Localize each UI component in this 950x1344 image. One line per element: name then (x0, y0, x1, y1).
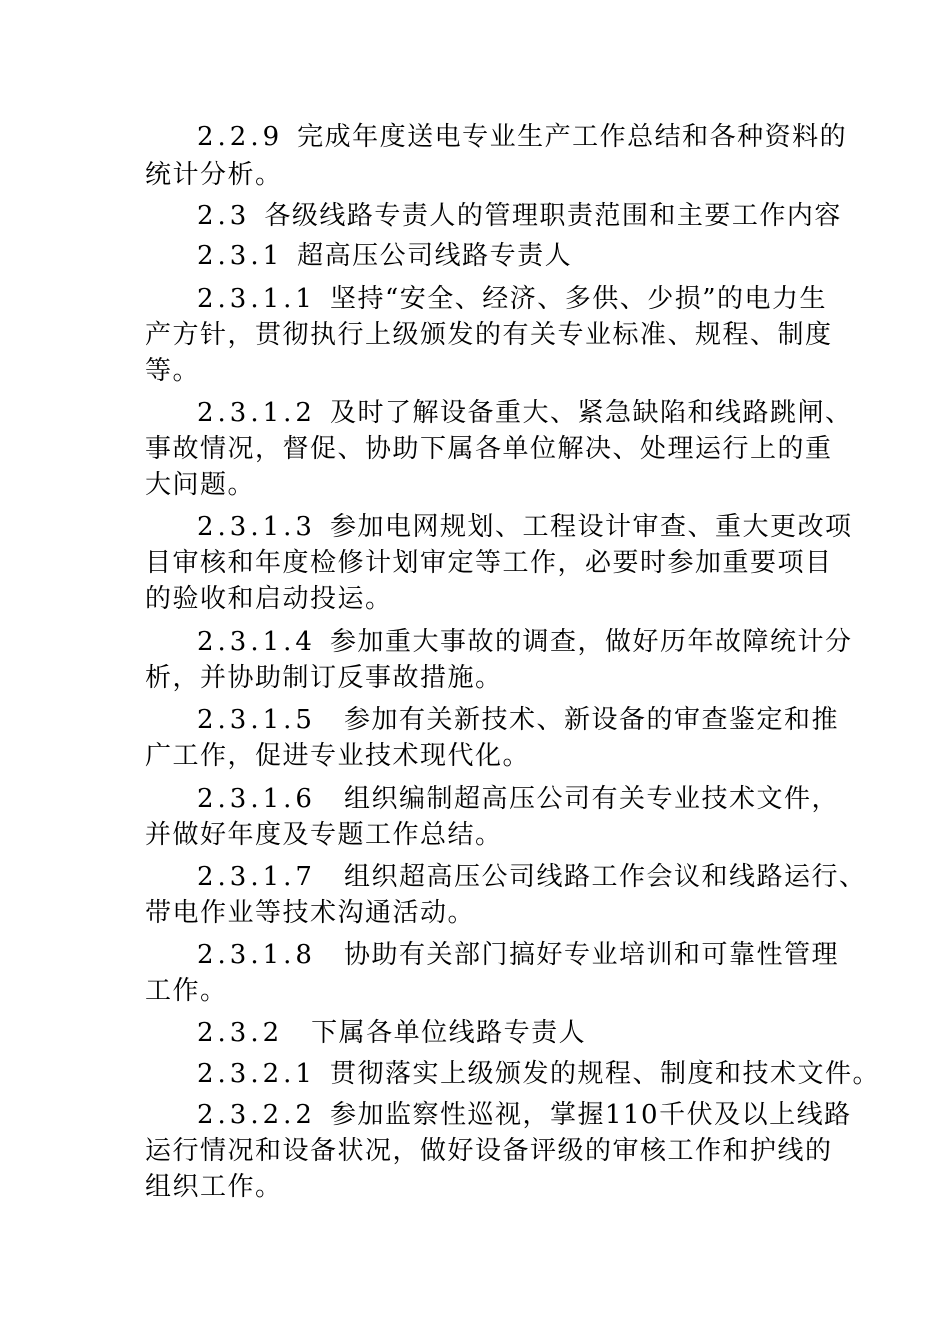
subsection-heading-2-3-1 (197, 239, 572, 273)
clause-text: 广工作，促进专业技术现代化。 (145, 741, 531, 771)
paragraph-2-2-9 (197, 120, 847, 154)
paragraph-2-3-1-7 (197, 860, 866, 894)
clause-text: 协助有关部门搞好专业培训和可靠性管理 (343, 940, 839, 970)
clause-text: 坚持“安全、经济、多供、少损”的电力生 (329, 284, 828, 314)
paragraph-continuation (145, 354, 200, 388)
paragraph-2-3-1-5 (197, 703, 839, 737)
clause-number: 2.3.1.6 (197, 784, 316, 814)
clause-text: 参加监察性巡视，掌握110千伏及以上线路 (329, 1100, 852, 1130)
clause-number: 2.3.2.1 (197, 1059, 316, 1089)
paragraph-2-3-1-4 (197, 625, 852, 659)
clause-text: 组织工作。 (145, 1172, 283, 1202)
clause-number: 2.3.1.1 (197, 284, 316, 314)
paragraph-continuation (145, 432, 833, 466)
clause-text: 并做好年度及专题工作总结。 (145, 820, 503, 850)
paragraph-2-3-1-6 (197, 782, 839, 816)
paragraph-2-3-2-1 (197, 1057, 880, 1091)
paragraph-continuation (145, 818, 503, 852)
paragraph-continuation (145, 318, 833, 352)
paragraph-continuation (145, 896, 475, 930)
paragraph-2-3-1-3 (197, 510, 852, 544)
subsection-title: 下属各单位线路专责人 (311, 1018, 587, 1048)
clause-number: 2.3 (197, 201, 251, 231)
clause-text: 及时了解设备重大、紧急缺陷和线路跳闸、 (329, 398, 853, 428)
subsection-heading-2-3-2 (197, 1016, 586, 1050)
paragraph-continuation (145, 468, 255, 502)
clause-number: 2.3.1.8 (197, 940, 316, 970)
paragraph-2-3-2-2 (197, 1098, 852, 1132)
paragraph-2-3-1-8 (197, 938, 839, 972)
clause-text: 参加有关新技术、新设备的审查鉴定和推 (343, 705, 839, 735)
clause-text: 的验收和启动投运。 (145, 584, 393, 614)
clause-number: 2.3.1.4 (197, 627, 316, 657)
clause-text: 工作。 (145, 976, 228, 1006)
paragraph-2-3-1-1 (197, 282, 827, 316)
clause-text: 产方针，贯彻执行上级颁发的有关专业标准、规程、制度 (145, 320, 833, 350)
clause-text: 运行情况和设备状况，做好设备评级的审核工作和护线的 (145, 1136, 833, 1166)
clause-number: 2.3.1.7 (197, 862, 316, 892)
clause-text: 析，并协助制订反事故措施。 (145, 663, 503, 693)
clause-text: 组织超高压公司线路工作会议和线路运行、 (343, 862, 867, 892)
clause-text: 组织编制超高压公司有关专业技术文件， (343, 784, 839, 814)
clause-number: 2.3.2.2 (197, 1100, 316, 1130)
clause-number: 2.3.1.3 (197, 512, 316, 542)
clause-number: 2.3.1 (197, 241, 284, 271)
section-heading-2-3 (197, 199, 842, 233)
clause-text: 完成年度送电专业生产工作总结和各种资料的 (297, 122, 848, 152)
paragraph-2-3-1-2 (197, 396, 852, 430)
clause-text: 等。 (145, 356, 201, 386)
subsection-title: 超高压公司线路专责人 (297, 241, 573, 271)
paragraph-continuation (145, 739, 530, 773)
clause-text: 带电作业等技术沟通活动。 (145, 898, 476, 928)
paragraph-continuation (145, 158, 283, 192)
section-title: 各级线路专责人的管理职责范围和主要工作内容 (264, 201, 842, 231)
clause-number: 2.2.9 (197, 122, 284, 152)
clause-number: 2.3.2 (197, 1018, 284, 1048)
clause-text: 参加电网规划、工程设计审查、重大更改项 (329, 512, 853, 542)
paragraph-continuation (145, 582, 393, 616)
paragraph-continuation (145, 1170, 283, 1204)
paragraph-continuation (145, 974, 228, 1008)
clause-text: 大问题。 (145, 470, 256, 500)
clause-text: 事故情况，督促、协助下属各单位解决、处理运行上的重 (145, 434, 833, 464)
clause-text: 统计分析。 (145, 160, 283, 190)
paragraph-continuation (145, 546, 833, 580)
paragraph-continuation (145, 1134, 833, 1168)
clause-text: 目审核和年度检修计划审定等工作，必要时参加重要项目 (145, 548, 833, 578)
clause-text: 贯彻落实上级颁发的规程、制度和技术文件。 (329, 1059, 880, 1089)
clause-number: 2.3.1.2 (197, 398, 316, 428)
paragraph-continuation (145, 661, 503, 695)
clause-text: 参加重大事故的调查，做好历年故障统计分 (329, 627, 853, 657)
clause-number: 2.3.1.5 (197, 705, 316, 735)
